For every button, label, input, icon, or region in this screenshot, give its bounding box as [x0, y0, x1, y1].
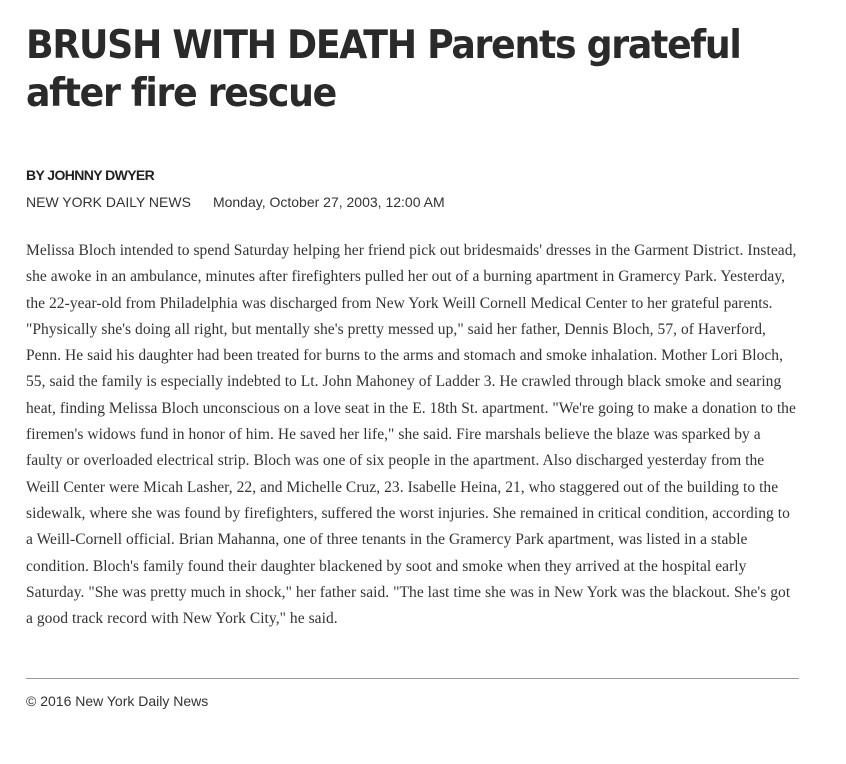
headline: BRUSH WITH DEATH Parents grateful after fire rescue: [26, 23, 741, 116]
article-meta: [26, 193, 799, 211]
publish-date: Monday, October 27, 2003, 12:00 AM: [212, 194, 445, 210]
article: [26, 22, 799, 632]
source-name: NEW YORK DAILY NEWS: [26, 194, 191, 210]
byline: BY JOHNNY DWYER: [26, 167, 155, 183]
article-body: Melissa Bloch intended to spend Saturday helping her friend pick out bridesmaids' dresses in the Garment District. Instead, she awoke in an ambulance, minutes after firefighters pulled her out of a burning apartment in Gramercy Park. Yesterday, the 22-year-old from Philadelphia was discharged from New York Weill Cornell Medical Center to her grateful parents. "Physically she's doing all right, but mentally she's pretty messed up," said her father, Dennis Bloch, 57, of Haverford, Penn. He said his daughter had been treated for burns to the arms and stomach and smoke inhalation. Mother Lori Bloch, 55, said the family is especially indebted to Lt. John Mahoney of Ladder 3. He crawled through black smoke and searing heat, finding Melissa Bloch unconscious on a love seat in the E. 18th St. apartment. "We're going to make a donation to the firemen's widows fund in honor of him. He saved her life," she said. Fire marshals believe the blaze was sparked by a faulty or overloaded electrical strip. Bloch was one of six people in the apartment. Also discharged yesterday from the Weill Center were Micah Lasher, 22, and Michelle Cruz, 23. Isabelle Heina, 21, who staggered out of the building to the sidewalk, where she was found by firefighters, suffered the worst injuries. She remained in critical condition, according to a Weill-Cornell official. Brian Mahanna, one of three tenants in the Gramercy Park apartment, was listed in a stable condition. Bloch's family found their daughter blackened by soot and smoke when they arrived at the hospital early Saturday. "She was pretty much in shock," her father said. "The last time she was in New York was the blackout. She's got a good track record with New York City," he said.: [26, 242, 797, 628]
copyright-notice: © 2016 New York Daily News: [26, 693, 209, 709]
footer-divider: [26, 678, 799, 679]
